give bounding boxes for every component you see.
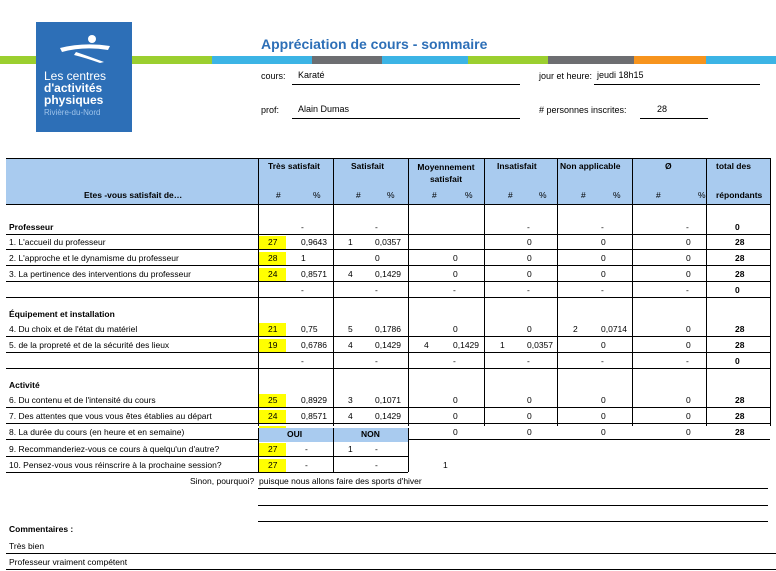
stripe xyxy=(312,56,382,64)
table-cell: 0 xyxy=(686,237,691,247)
stripe xyxy=(0,56,36,64)
table-cell: 24 xyxy=(268,411,278,421)
page-title: Appréciation de cours - sommaire xyxy=(261,36,488,52)
table-cell: 4 xyxy=(348,269,353,279)
col-divider xyxy=(484,158,485,426)
col-divider xyxy=(258,428,259,472)
table-cell: 0 xyxy=(453,427,458,437)
col-divider xyxy=(770,158,771,426)
stripe xyxy=(382,56,468,64)
table-cell: - xyxy=(453,356,456,366)
table-cell: 3 xyxy=(348,395,353,405)
table-cell: - xyxy=(527,222,530,232)
table-cell: 0 xyxy=(735,356,740,366)
sub-header-num: # xyxy=(356,190,361,200)
stripe xyxy=(706,56,776,64)
col-divider xyxy=(408,158,409,426)
table-cell: 0,0357 xyxy=(527,340,553,350)
table-cell: 0 xyxy=(527,253,532,263)
inscrits-underline xyxy=(640,118,708,119)
row-divider xyxy=(6,407,770,408)
table-cell: 0,6786 xyxy=(301,340,327,350)
row-label: 4. Du choix et de l'état du matériel xyxy=(9,324,138,334)
table-cell: 28 xyxy=(735,340,745,350)
row-divider xyxy=(6,352,770,353)
comment-line xyxy=(6,553,776,554)
table-cell: 0 xyxy=(453,324,458,334)
section-title: Équipement et installation xyxy=(9,309,115,319)
sub-header-pct: % xyxy=(387,190,395,200)
table-cell: - xyxy=(601,222,604,232)
logo-line-3: physiques xyxy=(44,93,104,107)
sub-header-num: # xyxy=(508,190,513,200)
table-top-border xyxy=(6,158,770,159)
logo xyxy=(36,22,132,132)
table-cell: 0,8571 xyxy=(301,411,327,421)
table-cell: 28 xyxy=(735,253,745,263)
header-bottom-border xyxy=(6,204,770,205)
cours-label: cours: xyxy=(261,71,286,81)
runner-logo-icon xyxy=(54,34,114,64)
table-cell: - xyxy=(301,285,304,295)
table-cell: 0,1071 xyxy=(375,395,401,405)
table-cell: 0 xyxy=(375,253,380,263)
sub-header-num: # xyxy=(656,190,661,200)
table-cell: - xyxy=(686,356,689,366)
cours-value: Karaté xyxy=(298,70,325,80)
table-cell: 24 xyxy=(268,269,278,279)
table-cell: 0 xyxy=(686,269,691,279)
table-cell: 0 xyxy=(686,411,691,421)
table-cell: 0,8929 xyxy=(301,395,327,405)
table-cell: 28 xyxy=(735,411,745,421)
table-cell: 0 xyxy=(686,427,691,437)
table-cell: 0 xyxy=(453,395,458,405)
row-label: 2. L'approche et le dynamisme du professeur xyxy=(9,253,179,263)
answer-line xyxy=(258,521,768,522)
sub-header-num: # xyxy=(581,190,586,200)
sinon-label: Sinon, pourquoi? xyxy=(190,476,255,486)
table-cell: 0 xyxy=(686,253,691,263)
row-label: 10. Pensez-vous vous réinscrire à la prochaine session? xyxy=(9,460,222,470)
table-cell: - xyxy=(601,356,604,366)
table-cell: 0 xyxy=(601,395,606,405)
table-cell: 0,8571 xyxy=(301,269,327,279)
row-label: 8. La durée du cours (en heure et en semaine) xyxy=(9,427,185,437)
col-divider xyxy=(632,158,633,426)
sub-header-pct: % xyxy=(539,190,547,200)
jour-value: jeudi 18h15 xyxy=(597,70,644,80)
sub-header-num: # xyxy=(276,190,281,200)
table-cell: 0 xyxy=(735,285,740,295)
table-cell: - xyxy=(375,444,378,454)
row-label: 3. La pertinence des interventions du professeur xyxy=(9,269,191,279)
stripe xyxy=(634,56,706,64)
table-cell: 0,0714 xyxy=(601,324,627,334)
table-cell: - xyxy=(375,460,378,470)
col-total-sub: répondants xyxy=(716,190,763,200)
col-insatisfait: Insatisfait xyxy=(497,161,537,171)
table-cell: - xyxy=(527,285,530,295)
table-cell: 27 xyxy=(268,460,278,470)
stripe xyxy=(468,56,548,64)
table-cell: 0 xyxy=(601,237,606,247)
table-cell: - xyxy=(453,285,456,295)
table-cell: 25 xyxy=(268,395,278,405)
comment-line xyxy=(6,569,776,570)
row-label: 1. L'accueil du professeur xyxy=(9,237,106,247)
row-label: 7. Des attentes que vous vous êtes établies au départ xyxy=(9,411,212,421)
sub-header-pct: % xyxy=(698,190,706,200)
comment-item: Très bien xyxy=(9,541,45,551)
table-cell: 1 xyxy=(348,444,353,454)
table-cell: 0,1429 xyxy=(375,340,401,350)
col-divider xyxy=(333,158,334,426)
question-header: Etes -vous satisfait de… xyxy=(84,190,183,200)
row-divider xyxy=(6,423,770,424)
col-total: total des xyxy=(716,161,751,171)
stripe xyxy=(548,56,634,64)
oui-header: OUI xyxy=(287,429,303,439)
table-cell: 5 xyxy=(348,324,353,334)
table-cell: - xyxy=(305,460,308,470)
inscrits-value: 28 xyxy=(657,104,668,114)
table-cell: 0,1429 xyxy=(375,269,401,279)
stripe xyxy=(132,56,212,64)
table-cell: 28 xyxy=(268,253,278,263)
row-divider xyxy=(6,456,408,457)
table-cell: 27 xyxy=(268,237,278,247)
col-null: Ø xyxy=(665,161,672,171)
table-cell: 2 xyxy=(573,324,578,334)
table-cell: 0 xyxy=(527,324,532,334)
comment-item: Professeur vraiment compétent xyxy=(9,557,128,567)
col-satisfait: Satisfait xyxy=(351,161,385,171)
table-cell: - xyxy=(375,222,378,232)
table-cell: - xyxy=(301,222,304,232)
table-cell: 0 xyxy=(686,340,691,350)
table-cell: 1 xyxy=(500,340,505,350)
table-cell: - xyxy=(601,285,604,295)
row-label: 5. de la propreté et de la sécurité des lieux xyxy=(9,340,170,350)
table-cell: 0 xyxy=(601,340,606,350)
row-divider xyxy=(6,265,770,266)
section-title: Activité xyxy=(9,380,40,390)
table-cell: - xyxy=(686,285,689,295)
table-cell: 0,9643 xyxy=(301,237,327,247)
row-divider xyxy=(6,472,408,473)
table-cell: 0 xyxy=(527,411,532,421)
table-cell: - xyxy=(527,356,530,366)
table-cell: - xyxy=(305,444,308,454)
prof-underline xyxy=(292,118,520,119)
stripe xyxy=(212,56,312,64)
cours-underline xyxy=(292,84,520,85)
table-cell: 0 xyxy=(601,411,606,421)
col-divider xyxy=(557,158,558,426)
answer-line xyxy=(258,488,768,489)
col-non-applicable: Non applicable xyxy=(560,161,621,171)
table-cell: 0 xyxy=(601,253,606,263)
section-title: Professeur xyxy=(9,222,54,232)
table-cell: 0 xyxy=(601,269,606,279)
table-cell: 0 xyxy=(686,395,691,405)
table-cell: 0 xyxy=(453,269,458,279)
sub-header-pct: % xyxy=(613,190,621,200)
table-cell: 0,1786 xyxy=(375,324,401,334)
table-cell: 0 xyxy=(527,237,532,247)
table-cell: 4 xyxy=(348,340,353,350)
col-moyennement: Moyennement satisfait xyxy=(417,162,475,184)
table-cell: 1 xyxy=(301,253,306,263)
table-cell: - xyxy=(686,222,689,232)
table-cell: 0,1429 xyxy=(453,340,479,350)
row-divider xyxy=(6,234,770,235)
table-cell: 0,1429 xyxy=(375,411,401,421)
table-cell: 4 xyxy=(348,411,353,421)
inscrits-label: # personnes inscrites: xyxy=(539,105,627,115)
table-cell: 28 xyxy=(735,237,745,247)
row-divider xyxy=(6,281,770,282)
table-cell: 0 xyxy=(686,324,691,334)
table-cell: 1 xyxy=(443,460,448,470)
table-cell: 0 xyxy=(453,411,458,421)
row-divider xyxy=(6,249,770,250)
sub-header-pct: % xyxy=(465,190,473,200)
row-divider xyxy=(6,368,770,369)
table-cell: - xyxy=(375,356,378,366)
col-tres-satisfait: Très satisfait xyxy=(268,161,320,171)
comments-label: Commentaires : xyxy=(9,524,74,534)
table-cell: 28 xyxy=(735,395,745,405)
table-cell: 0 xyxy=(527,269,532,279)
table-cell: 0 xyxy=(527,395,532,405)
table-cell: 19 xyxy=(268,340,278,350)
jour-underline xyxy=(594,84,760,85)
table-cell: 0 xyxy=(453,253,458,263)
table-cell: 28 xyxy=(735,269,745,279)
table-cell: 28 xyxy=(735,324,745,334)
sinon-value: puisque nous allons faire des sports d'hiver xyxy=(259,476,422,486)
table-cell: 0,0357 xyxy=(375,237,401,247)
logo-line-2: d'activités xyxy=(44,81,103,95)
table-cell: 21 xyxy=(268,324,278,334)
non-header: NON xyxy=(361,429,380,439)
logo-line-4: Rivière-du-Nord xyxy=(44,108,101,117)
row-divider xyxy=(6,297,770,298)
col-divider xyxy=(408,428,409,472)
table-cell: 0,75 xyxy=(301,324,318,334)
logo-line-1: Les centres xyxy=(44,69,107,83)
sub-header-num: # xyxy=(432,190,437,200)
table-cell: 4 xyxy=(424,340,429,350)
jour-label: jour et heure: xyxy=(539,71,593,81)
col-divider xyxy=(706,158,707,426)
table-cell: 0 xyxy=(601,427,606,437)
col-divider xyxy=(333,428,334,472)
table-cell: - xyxy=(375,285,378,295)
table-cell: 0 xyxy=(735,222,740,232)
row-label: 6. Du contenu et de l'intensité du cours xyxy=(9,395,156,405)
table-cell: 27 xyxy=(268,444,278,454)
table-cell: 1 xyxy=(348,237,353,247)
answer-line xyxy=(258,505,768,506)
sub-header-pct: % xyxy=(313,190,321,200)
row-divider xyxy=(6,336,770,337)
col-divider xyxy=(258,158,259,426)
table-cell: 0 xyxy=(527,427,532,437)
table-cell: 28 xyxy=(735,427,745,437)
table-cell: - xyxy=(301,356,304,366)
prof-value: Alain Dumas xyxy=(298,104,350,114)
prof-label: prof: xyxy=(261,105,280,115)
row-label: 9. Recommanderiez-vous ce cours à quelqu'un d'autre? xyxy=(9,444,220,454)
